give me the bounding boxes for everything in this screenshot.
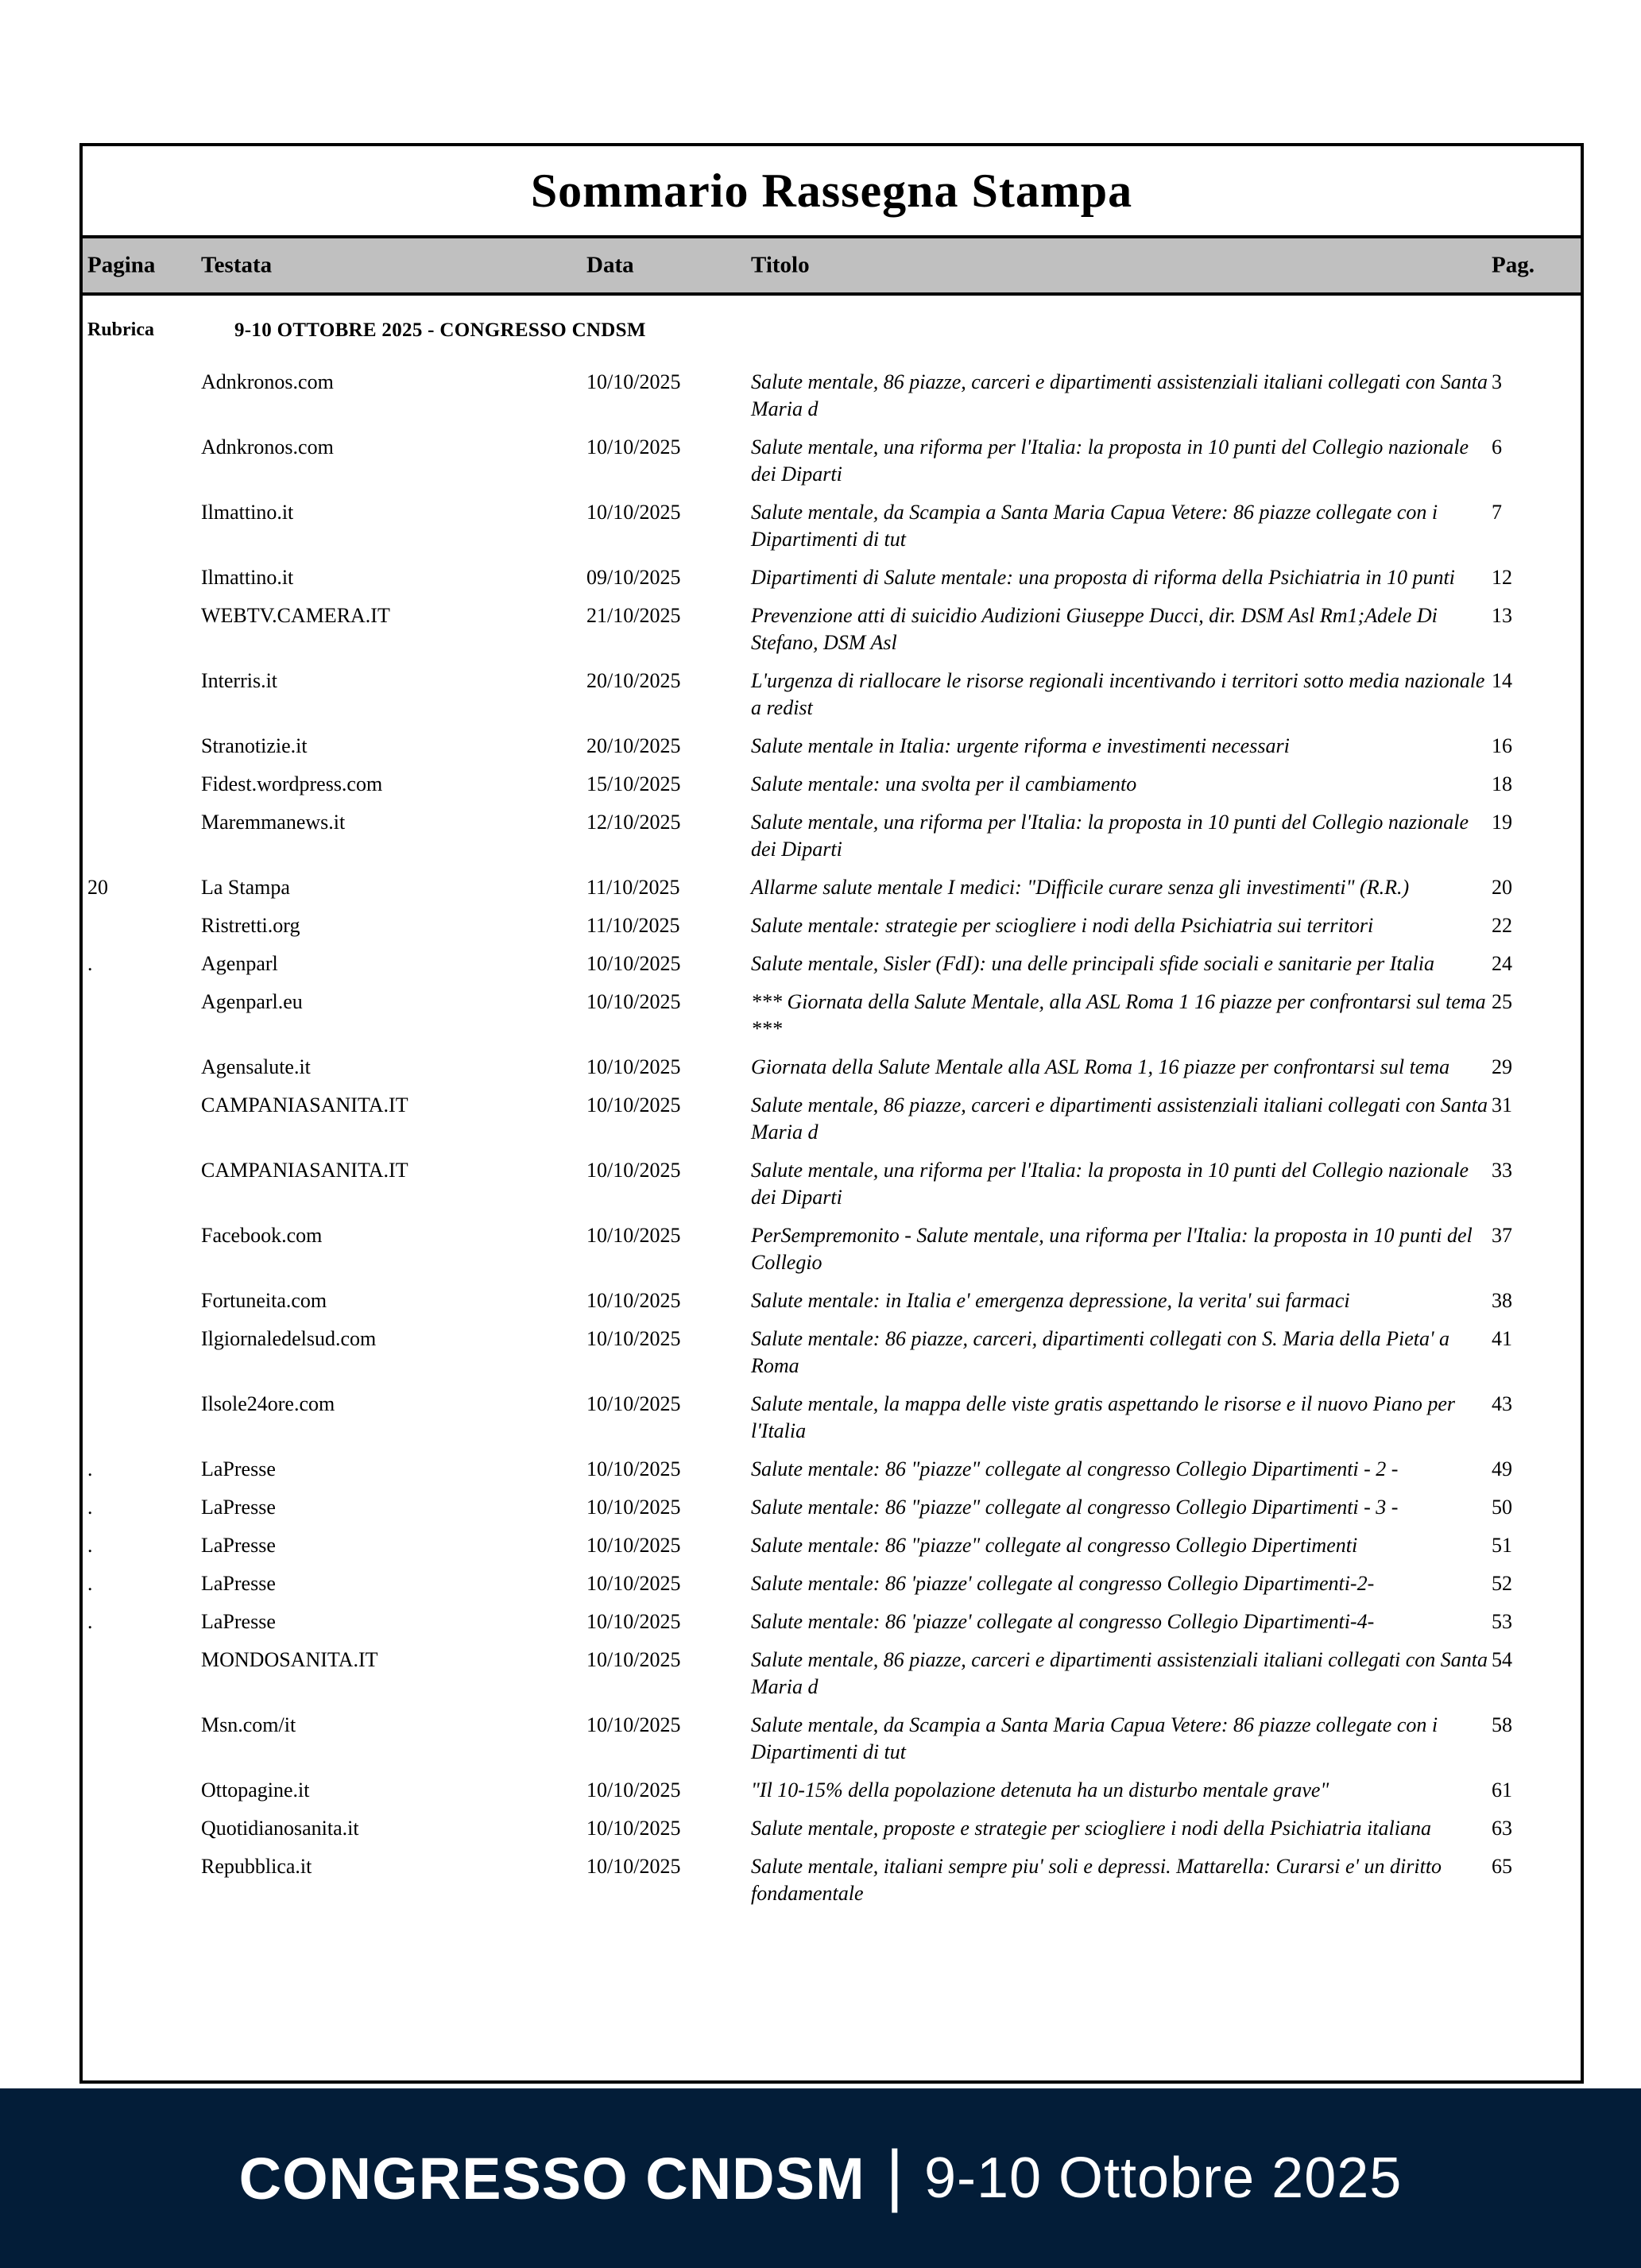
row-title: Salute mentale, 86 piazze, carceri e dipartimenti assistenziali italiani collegati con Santa Maria d (751, 1648, 1488, 1698)
row-title: Salute mentale, una riforma per l'Italia: la proposta in 10 punti del Collegio nazionale dei Diparti (751, 1159, 1469, 1209)
row-title: Salute mentale, italiani sempre piu' soli e depressi. Mattarella: Curarsi e' un diritto fondamentale (751, 1855, 1442, 1905)
table-row (83, 733, 1581, 760)
row-page-number: 52 (1492, 1572, 1512, 1595)
row-title: L'urgenza di riallocare le risorse regionali incentivando i territori sotto media nazionale a redist (751, 669, 1485, 719)
row-date: 10/10/2025 (586, 1778, 681, 1802)
row-source: LaPresse (201, 1572, 276, 1595)
table-row (83, 668, 1581, 722)
row-source: Adnkronos.com (201, 435, 334, 459)
row-date: 15/10/2025 (586, 772, 681, 795)
row-source: Agensalute.it (201, 1055, 311, 1078)
row-date: 11/10/2025 (586, 876, 680, 899)
table-row (83, 1326, 1581, 1380)
row-source: Ilmattino.it (201, 501, 294, 524)
row-pagina-number: . (87, 1534, 93, 1557)
row-title: Salute mentale in Italia: urgente riforma e investimenti necessari (751, 734, 1290, 757)
row-title: Salute mentale, proposte e strategie per sciogliere i nodi della Psichiatria italiana (751, 1817, 1431, 1840)
row-source: Ilmattino.it (201, 566, 294, 589)
rubrica-section-row (83, 319, 1581, 348)
row-page-number: 33 (1492, 1159, 1512, 1182)
row-title: Salute mentale, 86 piazze, carceri e dipartimenti assistenziali italiani collegati con Santa Maria d (751, 370, 1488, 420)
row-title: Dipartimenti di Salute mentale: una proposta di riforma della Psichiatria in 10 punti (751, 566, 1455, 589)
row-title: Allarme salute mentale I medici: "Difficile curare senza gli investimenti" (R.R.) (751, 876, 1410, 899)
table-row (83, 1157, 1581, 1211)
row-date: 10/10/2025 (586, 1534, 681, 1557)
row-date: 09/10/2025 (586, 566, 681, 589)
row-title: Giornata della Salute Mentale alla ASL Roma 1, 16 piazze per confrontarsi sul tema (751, 1055, 1450, 1078)
row-title: Salute mentale: in Italia e' emergenza depressione, la verita' sui farmaci (751, 1289, 1350, 1312)
row-page-number: 63 (1492, 1817, 1512, 1840)
row-page-number: 14 (1492, 669, 1512, 692)
title-section (83, 146, 1581, 235)
column-header-pagina: Pagina (87, 252, 156, 278)
row-title: "Il 10-15% della popolazione detenuta ha un disturbo mentale grave" (751, 1778, 1329, 1802)
row-source: Fidest.wordpress.com (201, 772, 383, 795)
row-source: Ristretti.org (201, 914, 300, 937)
row-date: 10/10/2025 (586, 1457, 681, 1480)
column-header-data: Data (586, 252, 634, 278)
row-date: 10/10/2025 (586, 1855, 681, 1878)
row-title: Salute mentale: 86 "piazze" collegate al congresso Collegio Dipartimenti - 2 - (751, 1457, 1399, 1480)
table-row (83, 950, 1581, 977)
table-row (83, 1815, 1581, 1842)
table-row (83, 989, 1581, 1043)
row-page-number: 53 (1492, 1610, 1512, 1633)
table-row (83, 564, 1581, 591)
rubrica-label: Rubrica (87, 319, 154, 340)
table-row (83, 1712, 1581, 1766)
column-header-titolo: Titolo (751, 252, 810, 278)
row-date: 10/10/2025 (586, 501, 681, 524)
row-title: Salute mentale: 86 'piazze' collegate al congresso Collegio Dipartimenti-2- (751, 1572, 1375, 1595)
row-title: Prevenzione atti di suicidio Audizioni Giuseppe Ducci, dir. DSM Asl Rm1;Adele Di Stefano, DSM Asl (751, 604, 1438, 654)
table-row (83, 1287, 1581, 1314)
row-page-number: 22 (1492, 914, 1512, 937)
row-source: MONDOSANITA.IT (201, 1648, 378, 1671)
row-page-number: 43 (1492, 1392, 1512, 1415)
row-date: 10/10/2025 (586, 1224, 681, 1247)
row-page-number: 18 (1492, 772, 1512, 795)
row-source: Msn.com/it (201, 1713, 296, 1736)
row-title: Salute mentale: 86 piazze, carceri, dipartimenti collegati con S. Maria della Pieta' a Roma (751, 1327, 1450, 1377)
row-title: PerSempremonito - Salute mentale, una riforma per l'Italia: la proposta in 10 punti del Collegio (751, 1224, 1473, 1274)
row-source: Fortuneita.com (201, 1289, 327, 1312)
row-page-number: 3 (1492, 370, 1502, 393)
row-source: CAMPANIASANITA.IT (201, 1159, 408, 1182)
row-page-number: 19 (1492, 811, 1512, 834)
row-title: Salute mentale, la mappa delle viste gratis aspettando le risorse e il nuovo Piano per l'Italia (751, 1392, 1456, 1442)
row-date: 10/10/2025 (586, 990, 681, 1013)
row-title: Salute mentale: una svolta per il cambiamento (751, 772, 1137, 795)
row-date: 10/10/2025 (586, 1648, 681, 1671)
table-row (83, 1608, 1581, 1635)
table-row (83, 1777, 1581, 1804)
row-page-number: 49 (1492, 1457, 1512, 1480)
table-row (83, 1494, 1581, 1521)
row-pagina-number: . (87, 1610, 93, 1633)
row-date: 10/10/2025 (586, 1572, 681, 1595)
row-date: 10/10/2025 (586, 1392, 681, 1415)
row-title: Salute mentale: 86 "piazze" collegate al congresso Collegio Dipartimenti - 3 - (751, 1496, 1399, 1519)
row-date: 10/10/2025 (586, 1713, 681, 1736)
table-row (83, 1222, 1581, 1276)
press-review-summary-box (79, 143, 1584, 2084)
row-page-number: 24 (1492, 952, 1512, 975)
row-source: LaPresse (201, 1610, 276, 1633)
row-source: Ilsole24ore.com (201, 1392, 335, 1415)
table-row (83, 809, 1581, 863)
row-source: Stranotizie.it (201, 734, 308, 757)
table-row (83, 1054, 1581, 1081)
table-row (83, 1853, 1581, 1907)
row-date: 10/10/2025 (586, 435, 681, 459)
row-page-number: 51 (1492, 1534, 1512, 1557)
row-source: Facebook.com (201, 1224, 323, 1247)
row-source: Ottopagine.it (201, 1778, 310, 1802)
row-source: Repubblica.it (201, 1855, 312, 1878)
row-date: 11/10/2025 (586, 914, 680, 937)
row-date: 10/10/2025 (586, 1610, 681, 1633)
table-row (83, 369, 1581, 423)
row-pagina-number: 20 (87, 876, 108, 899)
row-source: Ilgiornaledelsud.com (201, 1327, 377, 1350)
row-pagina-number: . (87, 1572, 93, 1595)
row-source: LaPresse (201, 1534, 276, 1557)
table-row (83, 1532, 1581, 1559)
row-source: Interris.it (201, 669, 278, 692)
row-date: 10/10/2025 (586, 1159, 681, 1182)
table-row (83, 1647, 1581, 1701)
table-row (83, 434, 1581, 488)
row-date: 10/10/2025 (586, 1817, 681, 1840)
row-page-number: 61 (1492, 1778, 1512, 1802)
table-rows (83, 369, 1581, 1907)
table-row (83, 602, 1581, 656)
row-source: Adnkronos.com (201, 370, 334, 393)
table-row (83, 1391, 1581, 1445)
row-page-number: 25 (1492, 990, 1512, 1013)
row-date: 20/10/2025 (586, 734, 681, 757)
table-row (83, 1570, 1581, 1597)
table-row (83, 771, 1581, 798)
row-page-number: 12 (1492, 566, 1512, 589)
row-date: 20/10/2025 (586, 669, 681, 692)
row-date: 10/10/2025 (586, 952, 681, 975)
row-page-number: 41 (1492, 1327, 1512, 1350)
table-column-header (83, 235, 1581, 296)
row-title: *** Giornata della Salute Mentale, alla ASL Roma 1 16 piazze per confrontarsi sul tema *** (751, 990, 1486, 1040)
row-source: Agenparl (201, 952, 278, 975)
row-title: Salute mentale, una riforma per l'Italia: la proposta in 10 punti del Collegio nazionale dei Diparti (751, 811, 1469, 861)
row-page-number: 6 (1492, 435, 1502, 459)
row-date: 10/10/2025 (586, 1496, 681, 1519)
row-title: Salute mentale, una riforma per l'Italia: la proposta in 10 punti del Collegio nazionale dei Diparti (751, 435, 1469, 486)
row-date: 21/10/2025 (586, 604, 681, 627)
row-source: Maremmanews.it (201, 811, 346, 834)
row-source: LaPresse (201, 1496, 276, 1519)
table-row (83, 1456, 1581, 1483)
row-page-number: 37 (1492, 1224, 1512, 1247)
row-page-number: 65 (1492, 1855, 1512, 1878)
footer-banner (0, 2088, 1641, 2268)
row-pagina-number: . (87, 1457, 93, 1480)
row-date: 10/10/2025 (586, 370, 681, 393)
row-source: La Stampa (201, 876, 290, 899)
row-title: Salute mentale: strategie per sciogliere i nodi della Psichiatria sui territori (751, 914, 1374, 937)
table-row (83, 1092, 1581, 1146)
footer-date-range: 9-10 Ottobre 2025 (923, 2146, 1403, 2210)
row-page-number: 58 (1492, 1713, 1512, 1736)
row-source: LaPresse (201, 1457, 276, 1480)
row-date: 12/10/2025 (586, 811, 681, 834)
row-title: Salute mentale, Sisler (FdI): una delle principali sfide sociali e sanitarie per Italia (751, 952, 1435, 975)
row-title: Salute mentale: 86 "piazze" collegate al congresso Collegio Dipertimenti (751, 1534, 1358, 1557)
row-page-number: 7 (1492, 501, 1502, 524)
row-pagina-number: . (87, 1496, 93, 1519)
row-date: 10/10/2025 (586, 1327, 681, 1350)
row-page-number: 16 (1492, 734, 1512, 757)
row-pagina-number: . (87, 952, 93, 975)
table-row (83, 499, 1581, 553)
table-row (83, 912, 1581, 939)
row-page-number: 20 (1492, 876, 1512, 899)
rubrica-section-title: 9-10 OTTOBRE 2025 - CONGRESSO CNDSM (234, 319, 646, 341)
footer-congress-name: CONGRESSO CNDSM (238, 2145, 865, 2212)
row-page-number: 54 (1492, 1648, 1512, 1671)
row-date: 10/10/2025 (586, 1289, 681, 1312)
table-row (83, 874, 1581, 901)
row-title: Salute mentale, da Scampia a Santa Maria Capua Vetere: 86 piazze collegate con i Dipartimenti di tut (751, 1713, 1438, 1763)
row-source: WEBTV.CAMERA.IT (201, 604, 390, 627)
row-page-number: 29 (1492, 1055, 1512, 1078)
footer-separator-bar: | (885, 2137, 904, 2213)
row-title: Salute mentale, da Scampia a Santa Maria Capua Vetere: 86 piazze collegate con i Dipartimenti di tut (751, 501, 1438, 551)
row-date: 10/10/2025 (586, 1093, 681, 1117)
row-page-number: 50 (1492, 1496, 1512, 1519)
column-header-pag: Pag. (1492, 252, 1535, 278)
row-page-number: 13 (1492, 604, 1512, 627)
row-page-number: 31 (1492, 1093, 1512, 1117)
row-date: 10/10/2025 (586, 1055, 681, 1078)
row-page-number: 38 (1492, 1289, 1512, 1312)
row-source: Agenparl.eu (201, 990, 303, 1013)
column-header-testata: Testata (201, 252, 273, 278)
row-source: CAMPANIASANITA.IT (201, 1093, 408, 1117)
row-source: Quotidianosanita.it (201, 1817, 359, 1840)
row-title: Salute mentale, 86 piazze, carceri e dipartimenti assistenziali italiani collegati con Santa Maria d (751, 1093, 1488, 1144)
row-title: Salute mentale: 86 'piazze' collegate al congresso Collegio Dipartimenti-4- (751, 1610, 1375, 1633)
page-title: Sommario Rassegna Stampa (530, 164, 1133, 217)
